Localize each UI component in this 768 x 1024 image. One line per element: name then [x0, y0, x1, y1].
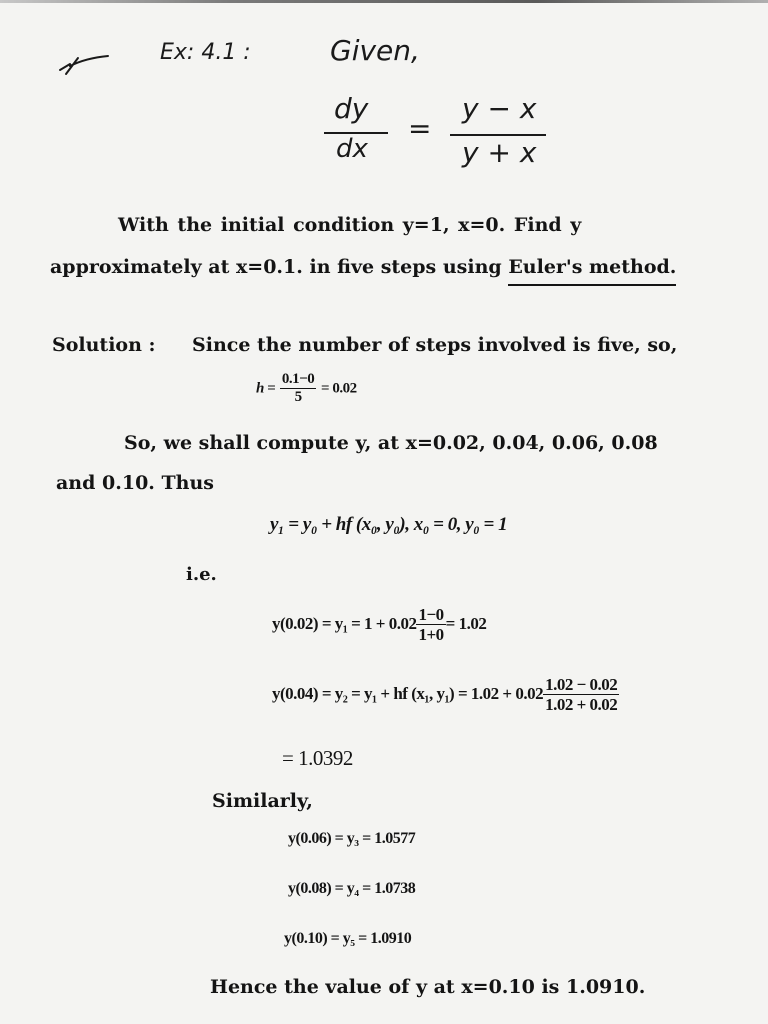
similarly-label: Similarly, — [212, 790, 313, 812]
step-1-lhs: y(0.02) = y₁ = 1 + 0.02 — [272, 614, 417, 633]
ie-label: i.e. — [186, 564, 217, 585]
step-1-fraction — [416, 606, 445, 643]
step-1-rhs: = 1.02 — [445, 614, 487, 633]
step-1-numerator: 1−0 — [418, 605, 444, 624]
given-label: Given, — [330, 34, 420, 67]
eq-equals: = — [408, 112, 432, 145]
step-2-numerator: 1.02 − 0.02 — [545, 675, 618, 694]
compute-line-1: So, we shall compute y, at x=0.02, 0.04, 0.06, 0.08 — [124, 432, 658, 454]
h-denominator: 5 — [294, 389, 302, 405]
step-2-lhs: y(0.04) = y₂ = y₁ + hf (x₁, y₁) = 1.02 + 0.02 — [272, 684, 544, 703]
problem-line-2-text: approximately at x=0.1. in five steps using — [50, 256, 509, 278]
h-equation — [256, 372, 357, 405]
step-1 — [272, 606, 486, 643]
solution-intro: Since the number of steps involved is five, so, — [192, 334, 678, 356]
problem-line-2 — [50, 256, 676, 278]
euler-formula: y₁ = y₀ + hf (x₀, y₀), x₀ = 0, y₀ = 1 — [270, 514, 508, 535]
eq-lhs-numerator: dy — [334, 92, 369, 125]
page-top-edge — [0, 0, 768, 3]
h-rhs: = 0.02 — [321, 380, 357, 397]
step-5: y(0.10) = y₅ = 1.0910 — [284, 930, 412, 947]
h-lhs: h = — [256, 380, 276, 397]
eq-rhs-denominator: y + x — [462, 136, 537, 169]
conclusion: Hence the value of y at x=0.10 is 1.0910. — [210, 976, 646, 998]
step-4: y(0.08) = y₄ = 1.0738 — [288, 880, 416, 897]
problem-line-1: With the initial condition y=1, x=0. Find y — [118, 214, 582, 236]
step-1-denominator: 1+0 — [418, 625, 444, 644]
step-2-result: = 1.0392 — [282, 746, 353, 770]
h-fraction — [280, 372, 316, 405]
euler-method-underlined: Euler's method. — [508, 256, 676, 286]
check-mark-icon — [56, 52, 116, 80]
step-2 — [272, 676, 619, 713]
example-label: Ex: 4.1 : — [160, 40, 251, 65]
step-2-denominator: 1.02 + 0.02 — [545, 695, 618, 714]
solution-label: Solution : — [52, 334, 156, 356]
step-3: y(0.06) = y₃ = 1.0577 — [288, 830, 416, 847]
eq-rhs-numerator: y − x — [462, 92, 537, 125]
compute-line-2: and 0.10. Thus — [56, 472, 214, 494]
h-numerator: 0.1−0 — [281, 371, 315, 387]
step-2-fraction — [543, 676, 619, 713]
eq-lhs-denominator: dx — [336, 134, 368, 164]
